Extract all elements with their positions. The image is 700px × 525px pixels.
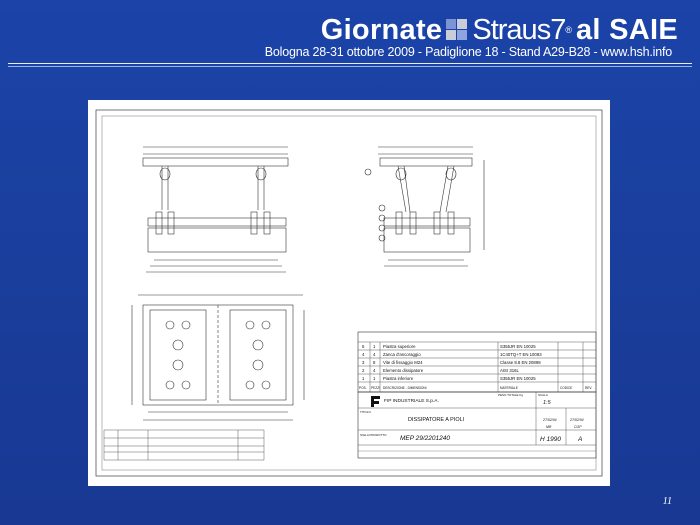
front-view (143, 147, 288, 272)
sheet-frame (96, 110, 602, 476)
bom-desc-3: Vite di fissaggio M24 (383, 360, 423, 365)
title-left: Giornate (320, 13, 443, 46)
company-name: FIP INDUSTRIALE S.p.A. (384, 399, 439, 404)
drawing-title: DISSIPATORE A PIOLI (408, 417, 465, 423)
bom-pos-5: 1 (362, 376, 365, 381)
header-rule-bottom (8, 66, 692, 67)
title-right: al SAIE (575, 13, 678, 46)
bom-qty-4: 4 (373, 368, 376, 373)
bom-qty-1: 1 (373, 344, 376, 349)
code-label: SIGLA PRODOTTO (360, 433, 387, 437)
bom-desc-2: Zanca d'ancoraggio (383, 352, 421, 357)
weight-label: PESO TOTALE Kg (498, 393, 524, 397)
date-2: 27/02/04 (570, 418, 584, 422)
bill-of-materials (358, 332, 596, 392)
bom-desc-1: Piastra superiore (383, 344, 416, 349)
product-code: MEP 29/2201240 (400, 435, 450, 442)
bom-pos-1: 5 (362, 344, 365, 349)
drawing-canvas (88, 100, 610, 486)
header-rule-top (8, 63, 692, 64)
title-block (358, 392, 596, 458)
bom-header-code: CODICE (560, 386, 573, 390)
bom-qty-3: 8 (373, 360, 376, 365)
bom-desc-5: Piastra inferiore (383, 376, 414, 381)
date-1: 27/02/04 (543, 418, 557, 422)
bom-header-rev: REV. (585, 386, 593, 390)
bom-pos-4: 2 (362, 368, 365, 373)
bom-qty-5: 1 (373, 376, 376, 381)
bom-mat-4: AISI 316L (500, 368, 519, 373)
bom-mat-3: Classe 8.8 EN 20898 (500, 360, 541, 365)
brand-mark: ® (565, 25, 572, 35)
bom-qty-2: 4 (373, 352, 376, 357)
bom-pos-3: 3 (362, 360, 365, 365)
header-subtitle: Bologna 28-31 ottobre 2009 - Padiglione 18 - Stand A29-B28 - www.hsh.info (264, 45, 672, 59)
drawing-number: H 1990 (540, 436, 561, 443)
approved-by: CGP (574, 425, 582, 429)
bom-desc-4: Elemento dissipatore (383, 368, 424, 373)
fip-logo-icon (371, 396, 380, 407)
scale-value: 1:5 (543, 400, 551, 406)
bom-mat-5: S355JR EN 10025 (500, 376, 536, 381)
plan-view (132, 295, 304, 420)
technical-drawing (88, 100, 610, 486)
brand-name: Straus7 (472, 13, 566, 46)
bom-header-qty: PEZZI (371, 386, 381, 390)
bom-mat-1: S355JR EN 10025 (500, 344, 536, 349)
drawn-by: MR (546, 425, 552, 429)
page-number: 11 (662, 496, 672, 507)
straus-logo-icon (446, 19, 468, 41)
header-title (321, 10, 678, 50)
side-view (365, 147, 484, 266)
scale-label: SCALA (538, 393, 548, 397)
title-label: TITOLO (360, 410, 371, 414)
bom-header-mat: MATERIALE (500, 386, 518, 390)
revision: A (578, 436, 583, 443)
revision-table (104, 430, 264, 460)
bom-pos-2: 4 (362, 352, 365, 357)
bom-header-desc: DESCRIZIONE - DIMENSIONI (383, 386, 427, 390)
bom-header-pos: POS. (359, 386, 367, 390)
bom-mat-2: 1C40TQ+T EN 10083 (500, 352, 542, 357)
